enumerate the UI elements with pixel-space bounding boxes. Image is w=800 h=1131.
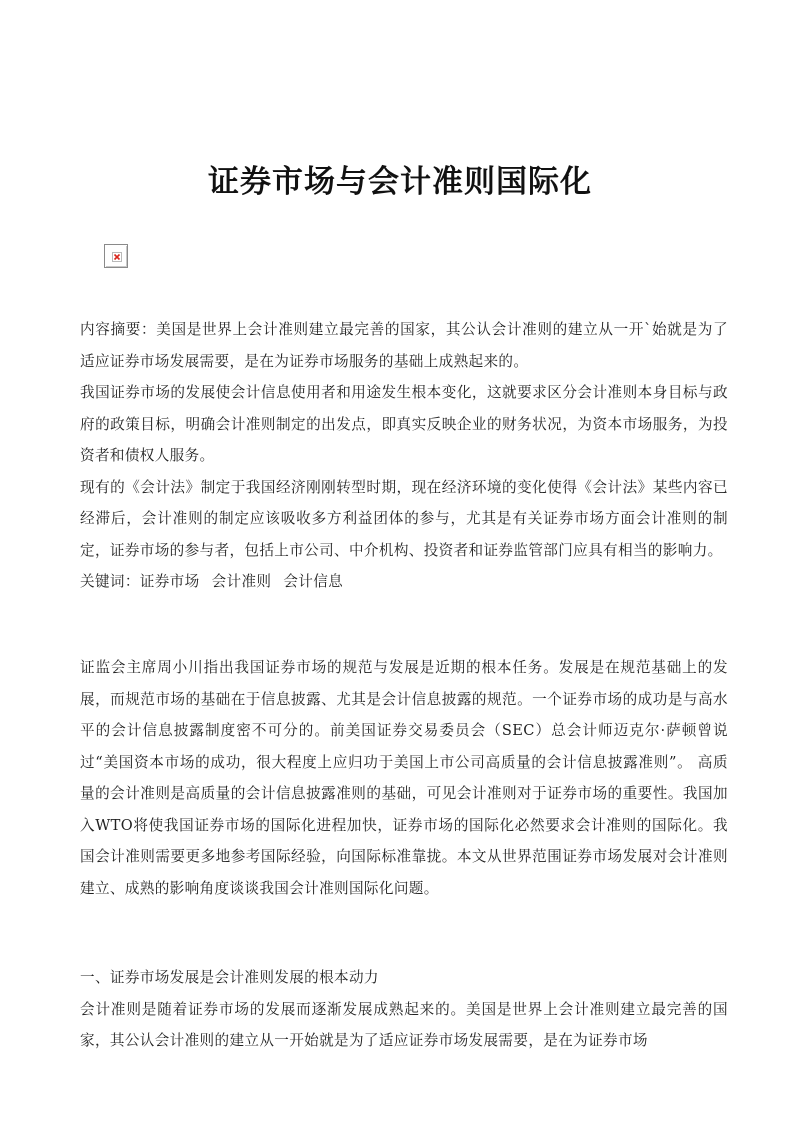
section-1-heading: 一、证券市场发展是会计准则发展的根本动力: [80, 969, 379, 986]
section-1: [80, 962, 728, 1057]
keywords-line: [80, 566, 728, 598]
keyword-item: 证券市场: [139, 573, 200, 590]
section-1-body: 会计准则是随着证券市场的发展而逐渐发展成熟起来的。美国是世界上会计准则建立最完善的国家，其公认会计准则的建立从一开始就是为了适应证券市场发展需要，是在为证券市场: [80, 1000, 728, 1049]
keyword-item: 会计信息: [283, 573, 344, 590]
abstract-section: [80, 314, 728, 598]
broken-image-icon: [104, 244, 128, 268]
abstract-paragraph-2: 我国证券市场的发展使会计信息使用者和用途发生根本变化，这就要求区分会计准则本身目标与政府的政策目标，明确会计准则制定的出发点，即真实反映企业的财务状况，为资本市场服务，为投资者和债权人服务。: [80, 384, 728, 464]
keywords-label: 关键词：: [80, 573, 140, 590]
page-title: 证券市场与会计准则国际化: [208, 164, 592, 200]
abstract-paragraph-1: 内容摘要：美国是世界上会计准则建立最完善的国家，其公认会计准则的建立从一开`始就是为了适应证券市场发展需要，是在为证券市场服务的基础上成熟起来的。: [80, 321, 728, 370]
keyword-item: 会计准则: [211, 573, 272, 590]
intro-paragraph: 证监会主席周小川指出我国证券市场的规范与发展是近期的根本任务。发展是在规范基础上的发展，而规范市场的基础在于信息披露、尤其是会计信息披露的规范。一个证券市场的成功是与高水平的会计信息披露制度密不可分的。前美国证券交易委员会（SEC）总会计师迈克尔·萨顿曾说过“美国资本市场的成功，很大程度上应归功于美国上市公司高质量的会计信息披露准则”。 高质量的会计准则是高质量的会计信息披露准则的基础，可见会计准则对于证券市场的重要性。我国加入WTO将使我国证券市场的国际化进程加快，证券市场的国际化必然要求会计准则的国际化。我国会计准则需要更多地参考国际经验，向国际标准靠拢。本文从世界范围证券市场发展对会计准则建立、成熟的影响角度谈谈我国会计准则国际化问题。: [80, 659, 728, 897]
intro-section: [80, 652, 728, 904]
abstract-paragraph-3: 现有的《会计法》制定于我国经济刚刚转型时期，现在经济环境的变化使得《会计法》某些内容已经滞后，会计准则的制定应该吸收多方利益团体的参与，尤其是有关证券市场方面会计准则的制定，证券市场的参与者，包括上市公司、中介机构、投资者和证券监管部门应具有相当的影响力。: [80, 478, 728, 559]
